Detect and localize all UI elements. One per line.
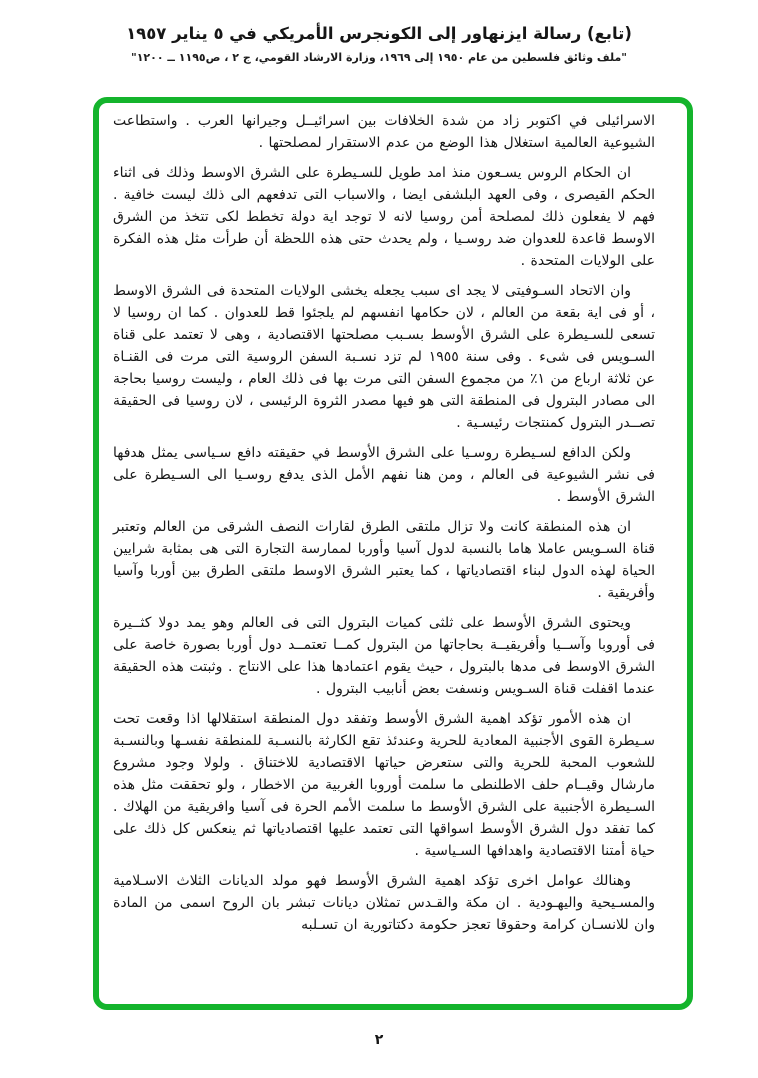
page-number: ٢ [374,1032,384,1048]
paragraph: ولكن الدافع لسـيطرة روسـيا على الشرق الأوسط في حقيقته دافع سـياسى يمثل هدفها فى نشر الشيوعية فى العالم ، ومن هنا نفهم الأمل الذى يدفع روسـيا الى السـيطرة على الشرق الأوسط . [113,445,655,505]
green-border-box [93,97,693,1010]
paragraph: وهنالك عوامل اخرى تؤكد اهمية الشرق الأوسط فهو مولد الديانات الثلاث الاسـلامية والمسـيحية واليهـودية . ان مكة والقـدس تمثلان ديانات تبشر بان الروح اسمى من المادة وان للانسـان كرامة وحقوقا تعجز حكومة دكتاتورية ان تسـلبه [113,873,655,933]
document-title: (تابع) رسالة ايزنهاور إلى الكونجرس الأمريكي في ٥ يناير ١٩٥٧ [126,24,632,43]
paragraph: وان الاتحاد السـوفيتى لا يجد اى سبب يجعله يخشى الولايات المتحدة فى الشرق الاوسط ، أو فى اية بقعة من العالم ، لان حكامها انفسهم لم يلجئوا قط للعدوان . كما ان روسيا لا تسعى للسـيطرة على الشرق الأوسط بسـبب مصلحتها الاقتصادية ، وهى لا تعتمد على قناة السـويس فى شىء . وفى سنة ١٩٥٥ لم تزد نسـبة السفن الروسية التى مرت فى القنـاة عن ثلاثة ارباع من ١٪ من مجموع السفن التى مرت بها فى ذلك العام ، وليست روسيا بحاجة الى مصادر البترول فى المنطقة التى هو فيها مصدر الثروة الرئيسى ، لان روسيا فى الحقيقة تصــدر البترول كمنتجات رئيسـية . [113,283,655,431]
paragraph: ويحتوى الشرق الأوسط على ثلثى كميات البترول التى فى العالم وهو يمد دولا كثــيرة فى أوروبا وآســيا وأفريقيــة بحاجاتها من البترول كمــا تعتمــد دول أوربا بصورة خاصة على الشرق الاوسط فى مدها بالبترول ، حيث يقوم اعتمادها هذا على الانتاج . وثبتت هذه الحقيقة عندما اقفلت قناة السـويس ونسفت بعض أنابيب البترول . [113,615,655,697]
paragraph: ان الحكام الروس يسـعون منذ امد طويل للسـيطرة على الشرق الاوسط وذلك فى اثناء الحكم القيصرى ، وفى العهد البلشفى ايضا ، والاسباب التى تدفعهم الى ذلك ليست خافية . فهم لا يفعلون ذلك لمصلحة أمن روسيا لانه لا توجد اية دولة تخطط لكى تتخذ من الشرق الاوسط قاعدة للعدوان ضد روسـيا ، ولم يحدث حتى هذه اللحظة أن طرأت مثل هذه الفكرة على الولايات المتحدة . [113,165,655,269]
paragraph: ان هذه المنطقة كانت ولا تزال ملتقى الطرق لقارات النصف الشرقى من العالم وتعتبر قناة السـويس عاملا هاما بالنسبة لدول آسيا وأوربا لممارسة التجارة التى هى بمثابة شرايين الحياة لهذه الدول لبناء اقتصادياتها ، كما يعتبر الشرق الاوسط ملتقى الطرق بين أوربا وآسيا وأفريقية . [113,519,655,601]
paragraph: الاسرائيلى في اكتوبر زاد من شدة الخلافات بين اسرائيــل وجيرانها العرب . واستطاعت الشيوعية العالمية استغلال هذا الوضع من عدم الاستقرار لمصلحتها . [113,113,655,151]
document-source-citation: "ملف وثائق فلسطين من عام ١٩٥٠ إلى ١٩٦٩، وزارة الارشاد القومي، ج ٢ ، ص١١٩٥ ــ ١٢٠٠" [130,51,627,64]
paragraph: ان هذه الأمور تؤكد اهمية الشرق الأوسط وتفقد دول المنطقة استقلالها اذا وقعت تحت سـيطرة القوى الأجنبية المعادية للحرية وعندئذ تقع الكارثة بالنسـبة للمنطقة نفسـها وبالنسـبة للشعوب المحبة للحرية والتى ستعرض حياتها الاقتصادية للاختناق . ولولا وجود مشروع مارشال وقيــام حلف الاطلنطى ما سلمت أوروبا الغربية من الاخطار ، ولو تحققت مثل هذه السـيطرة الأجنبية على الشرق الأوسط ما سلمت الأمم الحرة فى آسيا وافريقية من الهلاك . كما تفقد دول الشرق الأوسط اسواقها التى تعتمد عليها اقتصادياتها ثم ينعكس كل ذلك على حياة أمتنا الاقتصادية واهدافها السـياسية . [113,711,655,859]
document-header [0,22,758,66]
document-body [113,110,655,936]
